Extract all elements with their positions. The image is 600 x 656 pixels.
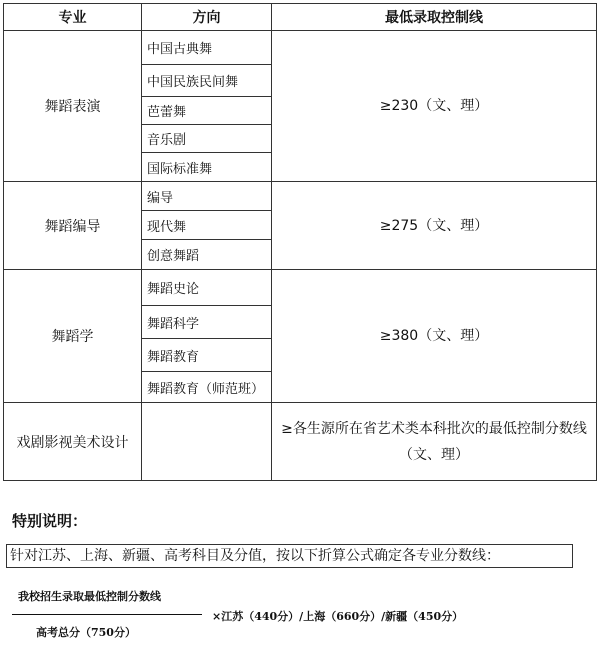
direction-cell: 舞蹈史论 — [142, 270, 272, 306]
direction-cell: 舞蹈科学 — [142, 306, 272, 339]
score-line-cell: ≥275（文、理） — [272, 182, 597, 270]
admission-score-table — [3, 3, 597, 481]
direction-cell: 舞蹈教育 — [142, 339, 272, 372]
table-row — [4, 270, 597, 306]
table-header-row — [4, 4, 597, 31]
direction-cell: 音乐剧 — [142, 125, 272, 153]
header-major: 专业 — [4, 4, 142, 31]
score-line-subject: （文、理） — [399, 446, 469, 463]
direction-cell: 芭蕾舞 — [142, 97, 272, 125]
direction-cell: 舞蹈教育（师范班） — [142, 372, 272, 403]
header-direction: 方向 — [142, 4, 272, 31]
formula-fraction-bar — [12, 614, 202, 615]
special-note-title: 特别说明： — [12, 512, 88, 530]
formula-numerator: 我校招生录取最低控制分数线 — [18, 590, 161, 603]
major-cell: 舞蹈表演 — [4, 31, 142, 182]
direction-cell: 中国民族民间舞 — [142, 65, 272, 97]
direction-cell: 现代舞 — [142, 211, 272, 240]
formula-multiplier: ×江苏（440分）/上海（660分）/新疆（450分） — [212, 610, 464, 623]
direction-cell: 创意舞蹈 — [142, 240, 272, 270]
score-line-cell: ≥230（文、理） — [272, 31, 597, 182]
table-row — [4, 403, 597, 481]
score-line-text: ≥各生源所在省艺术类本科批次的最低控制分数线 — [281, 420, 587, 437]
major-cell: 舞蹈编导 — [4, 182, 142, 270]
direction-cell: 国际标准舞 — [142, 153, 272, 182]
formula-denominator: 高考总分（750分） — [36, 626, 136, 639]
score-line-cell — [272, 403, 597, 481]
table-row — [4, 31, 597, 65]
special-note-statement: 针对江苏、上海、新疆、高考科目及分值，按以下折算公式确定各专业分数线： — [6, 544, 573, 568]
score-line-cell: ≥380（文、理） — [272, 270, 597, 403]
table-row — [4, 182, 597, 211]
direction-cell — [142, 403, 272, 481]
direction-cell: 编导 — [142, 182, 272, 211]
major-cell: 戏剧影视美术设计 — [4, 403, 142, 481]
major-cell: 舞蹈学 — [4, 270, 142, 403]
direction-cell: 中国古典舞 — [142, 31, 272, 65]
header-min-score: 最低录取控制线 — [272, 4, 597, 31]
